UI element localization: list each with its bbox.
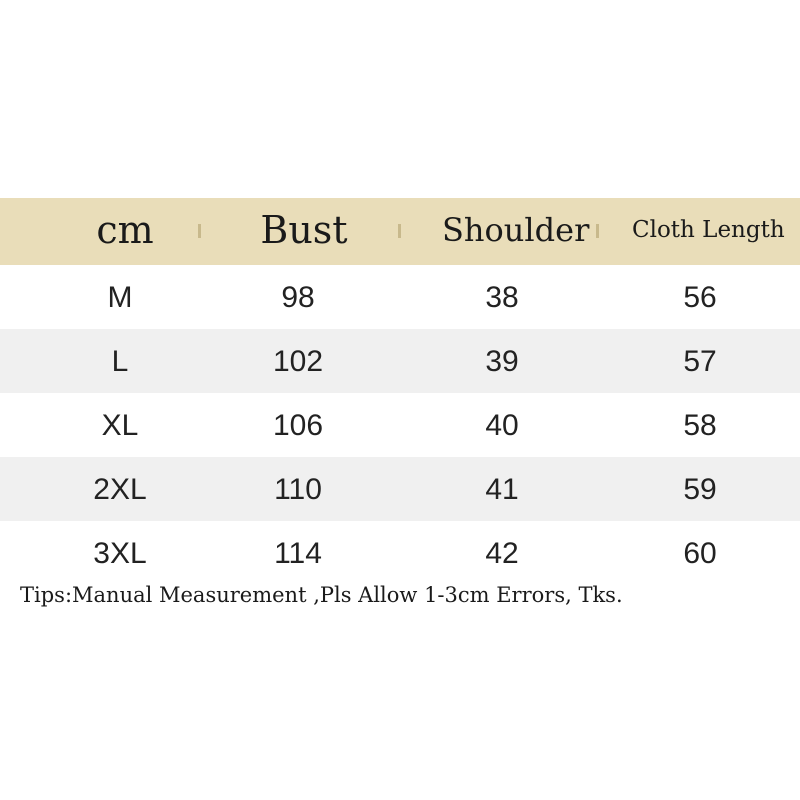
cell-shoulder: 40 [485,409,519,442]
cell-cloth-length: 60 [683,537,717,570]
header-size-unit: cm [96,208,154,252]
cell-size: 3XL [93,537,147,570]
cell-bust: 102 [272,345,324,378]
size-table [0,198,800,585]
cell-size: XL [101,409,139,442]
cell-bust: 106 [272,409,324,442]
table-row [0,393,800,457]
cell-bust: 114 [274,537,322,570]
cell-cloth-length: 57 [683,345,717,378]
cell-shoulder: 41 [485,473,519,506]
cell-shoulder: 42 [485,537,519,570]
cell-cloth-length: 58 [683,409,717,442]
header-separator [596,224,599,238]
measurement-tips [0,580,800,610]
cell-size: M [107,281,133,314]
cell-size: L [111,345,129,378]
header-bust: Bust [260,208,348,252]
cell-cloth-length: 56 [683,281,717,314]
table-row [0,521,800,585]
cell-bust: 110 [274,473,322,506]
cell-cloth-length: 59 [683,473,717,506]
header-separator [398,224,401,238]
cell-shoulder: 38 [485,281,519,314]
table-row [0,265,800,329]
header-shoulder: Shoulder [442,211,590,249]
tips-text: Tips:Manual Measurement ,Pls Allow 1-3cm Errors, Tks. [20,583,623,607]
cell-bust: 98 [281,281,315,314]
header-cloth-length: Cloth Length [632,217,785,243]
table-row [0,329,800,393]
table-row [0,457,800,521]
cell-shoulder: 39 [485,345,519,378]
cell-size: 2XL [93,473,147,506]
table-header-row [0,198,800,265]
header-separator [198,224,201,238]
